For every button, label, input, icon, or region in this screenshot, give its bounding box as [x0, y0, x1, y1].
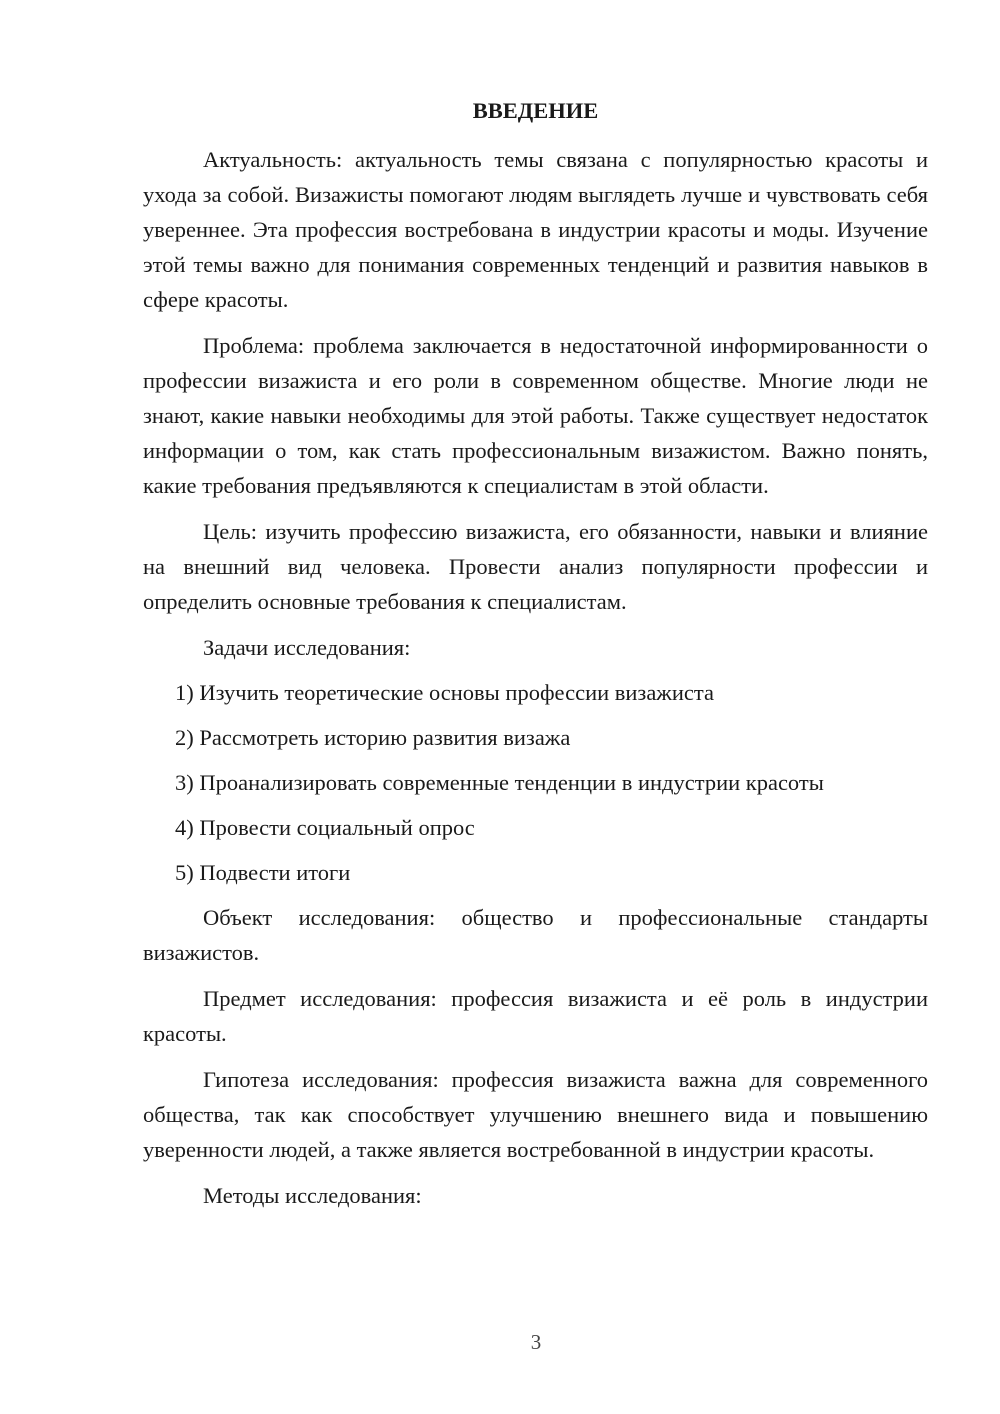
- tasks-heading: Задачи исследования:: [203, 635, 411, 660]
- task-item: 5) Подвести итоги: [175, 860, 351, 885]
- subject-paragraph: Предмет исследования: профессия визажиста и её роль в индустрии красоты.: [143, 986, 928, 1046]
- goal-paragraph: Цель: изучить профессию визажиста, его обязанности, навыки и влияние на внешний вид человека. Провести анализ популярности профессии и определить основные требования к специалистам.: [143, 519, 928, 614]
- page-content: [143, 93, 928, 1224]
- task-item: 3) Проанализировать современные тенденции в индустрии красоты: [175, 770, 824, 795]
- problem-paragraph: Проблема: проблема заключается в недостаточной информированности о профессии визажиста и его роли в современном обществе. Многие люди не знают, какие навыки необходимы для этой работы. Также существует недостаток информации о том, как стать профессиональным визажистом. Важно понять, какие требования предъявляются к специалистам в этой области.: [143, 333, 928, 498]
- relevance-paragraph: Актуальность: актуальность темы связана с популярностью красоты и ухода за собой. Визажисты помогают людям выглядеть лучше и чувствовать себя увереннее. Эта профессия востребована в индустрии красоты и моды. Изучение этой темы важно для понимания современных тенденций и развития навыков в сфере красоты.: [143, 147, 928, 312]
- object-paragraph: Объект исследования: общество и профессиональные стандарты визажистов.: [143, 905, 928, 965]
- hypothesis-paragraph: Гипотеза исследования: профессия визажиста важна для современного общества, так как способствует улучшению внешнего вида и повышению уверенности людей, а также является востребованной в индустрии красоты.: [143, 1067, 928, 1162]
- task-item: 2) Рассмотреть историю развития визажа: [175, 725, 571, 750]
- task-item: 1) Изучить теоретические основы профессии визажиста: [175, 680, 714, 705]
- page-number: 3: [530, 1330, 542, 1354]
- task-item: 4) Провести социальный опрос: [175, 815, 475, 840]
- page-title: ВВЕДЕНИЕ: [472, 98, 599, 123]
- methods-heading: Методы исследования:: [203, 1183, 422, 1208]
- tasks-list: [143, 675, 928, 890]
